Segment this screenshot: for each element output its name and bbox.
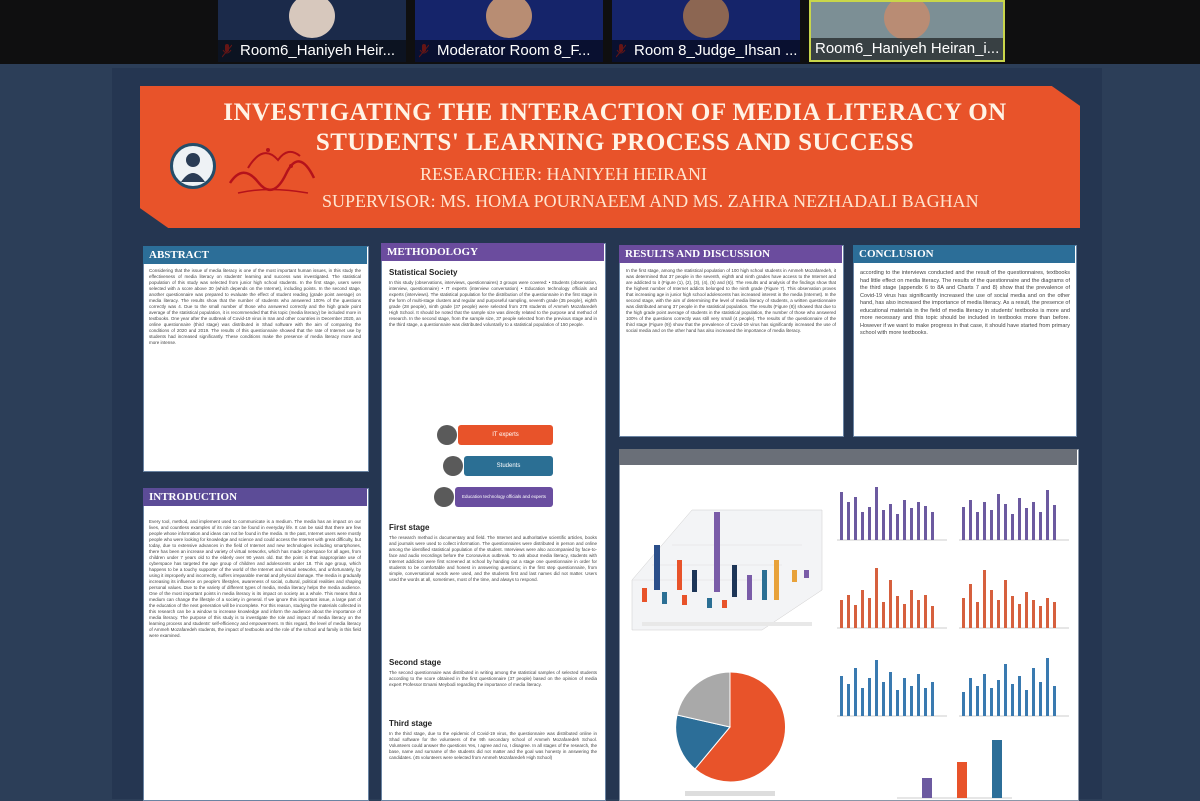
- group-pill-it-experts: IT experts: [458, 425, 553, 445]
- participant-name: Room 8_Judge_Ihsan ...: [612, 40, 800, 62]
- figure-3d-bar-chart: [622, 470, 832, 640]
- mini-chart-orange-1: [837, 568, 947, 628]
- group-photo-icon: [443, 456, 463, 476]
- mini-chart-orange-2: [959, 570, 1069, 628]
- second-stage-text: The second questionnaire was distributed in writing among the statistical samples of selected students according to the score obtained in the first questionnaire (37 people) based on the opinion of media expert Professor Emami Meybodi regarding the importance of media literacy.: [389, 670, 597, 687]
- statistical-society-text: In this study (observations, interviews, questionnaires) 3 groups were covered: • Students (observation, interview, questionnaire) • IT experts (interview conversation) • Education technology officials and experts (interviews). The statistical population for the distribution of the questionnaire in the first stage in the form of multi-stage clusters and regular and purposeful sampling, seventh grade (35 people), eighth grade (28 people), ninth grade (37 people) were selected from 278 students of Ammeh Mozafaredeh High School. It should be noted that the sample size was directly related to the purpose and method of research. In the second stage, from the sample size, 37 people selected from the previous stage and in the third stage, a questionnaire was distributed voluntarily to a statistical population of 150 people.: [389, 280, 597, 327]
- conclusion-text: according to the interviews conducted and the result of the questionnaires, textbooks had little effect on media literacy. The results of the questionnaire and the diagrams of the third stage (appendix 6 to 8A and Charts 7 and 8) show that the prevalence of Covid-19 virus has significantly increased the use of social media and on the other hand, has also increased the importance of media literacy. As a result, the presence of educational materials in the field of media literacy in students' textbooks is more and more necessary and this topic should be included in textbooks more than before. However if we want to make progress in that case, it should have started from primary school with more textbooks.: [860, 270, 1070, 336]
- second-stage-heading: Second stage: [389, 658, 442, 667]
- results-heading: RESULTS AND DISCUSSION: [619, 245, 842, 263]
- first-stage-text: The research method is documentary and field. The Internet and authoritative scientific articles, books and journals were used to collect information. The questionnaires were distributed in person and online among the identified statistical population of the student. Interviews were also accompanied by face-to-face and audio recordings before the Coronavirus outbreak. To ask about media literacy, students with Internet addiction were first screened at school by handing out a stage one questionnaire in order for students to be comfortable and honest in answering questions; in the first step questionnaire, from simple, conversational words were used, and the students first and last names did not matter. Users used the words at all, sometimes, most of the time, and always to respond.: [389, 535, 597, 582]
- introduction-text: Every tool, method, and implement used to communicate is a medium. The media has an impact on our lives, and countless examples of its role can be found in everyday life. It can be said that there are few people whose information and ideas can not be found in the media. In the past, Internet users were mostly people who were looking for knowledge and science and could access the Internet with great difficulty, but today, due to extensive advances in the field of Internet and new technologies including smartphones, there has been an increase and variety of virtual networks, which has made cyberspace for all ages, from children under 7 years old to the elderly over 90 years old. But the point is that inappropriate use of cyberspace has targeted the age group of children and adolescents under 18. This age group, which happens to be a touchy supporter of the world of the Internet and virtual networks, and unfortunately, by using it improperly and incorrectly, suffers irreparable mental and physical damage. The media is gradually increasing its influence on people's lifestyles, awareness of social, cultural, political realities and shaping personal values. Due to the variety of different types of media, media literacy helps the media audience. One of the most important points in media literacy is its impact on society as a whole. This means that a medium can change the lifestyle of a society in general. If we ignore this important issue, a large part of the education of the next generation will be incomplete. For this reason, studying the materials collected in this research can be a window to increase knowledge and inform the audience about the importance of media literacy. The purpose of this study is to investigate the role and impact of media literacy on the learning process and students' self-efficiency and empowerment. In this regard, the level of media literacy of Ammeh Mozafaredeh students, the impact of textbooks and the role of the school and family in this field were examined.: [149, 519, 361, 638]
- third-stage-heading: Third stage: [389, 719, 433, 728]
- participant-video: [884, 0, 930, 40]
- participant-name: Room6_Haniyeh Heiran_i...: [811, 38, 1003, 60]
- mini-chart-purple-2: [959, 490, 1069, 540]
- poster-supervisor: SUPERVISOR: MS. HOMA POURNAEEM AND MS. ZAHRA NEZHADALI BAGHAN: [322, 191, 979, 211]
- mini-chart-blue-2: [959, 658, 1069, 716]
- mini-chart-three-bars: [897, 740, 1012, 798]
- participant-name: Room6_Haniyeh Heir...: [218, 40, 406, 62]
- poster-researcher: RESEARCHER: HANIYEH HEIRANI: [420, 164, 707, 184]
- abstract-text: Considering that the issue of media literacy is one of the most important human issues, in this study the effectiveness of media literacy on students' learning and success was investigated. The statistical population of this study was selected from junior high school students. In the first stage, users were selected with a score above 30 (which depends on the Internet), including points. In the second stage, another questionnaire was prepared to evaluate the effect of student reading (grade point average) on media literacy. The results show that the number of students who answered 100% of the questions correctly was 4. Due to the small number of those who answered correctly and the high grade point average of the statistical population, it is recommended that this topic (media literacy) be included more in textbooks. One year after the outbreak of Covid-19 virus in Iran and other countries in December 2020, an online questionnaire (third stage) was distributed in Shad software with the aim of comparing the conditions of 2020 and 2019. The results of this questionnaire showed that the rate of Internet use by students had increased significantly. These conditions make the presence of media literacy more and more intense.: [149, 268, 361, 345]
- results-text: In the first stage, among the statistical population of 100 high school students in Ammeh Mozafaredeh, it was determined that 37 people in the seventh, eighth and ninth grades have access to the Internet and are addicted to it (Figure (1), (2), (3), (4), (5) and (6)). The results and analysis of the findings show that the highest number of Internet addicts belonged to the ninth grade (Figure 7). This observation proves that increasing age in junior high school adolescents has increased interest in the media (Internet). In the second stage, with the aim of determining the level of media literacy of students, a written questionnaire was distributed among 37 people in the statistical population. The results (Figure (8)) showed that due to the high grade point average of students in the statistical population, the number of those who answered 100% of the questions correctly was still very small (4 people). The results of the questionnaire of the third stage (Figure (9)) show that the prevalence of Covid-19 virus has significantly increased the use of social media and on the other hand has also increased the importance of media literacy.: [626, 268, 836, 333]
- mini-chart-purple-1: [837, 487, 947, 540]
- participant-tile[interactable]: [612, 0, 800, 62]
- methodology-heading: METHODOLOGY: [381, 243, 604, 261]
- poster-title-line-2: STUDENTS' LEARNING PROCESS AND SUCCESS: [315, 129, 915, 156]
- participant-tile[interactable]: [218, 0, 406, 62]
- participant-name: Moderator Room 8_F...: [415, 40, 603, 62]
- poster-title-line-1: INVESTIGATING THE INTERACTION OF MEDIA LITERACY ON: [223, 99, 1007, 126]
- portrait-icon: [173, 146, 213, 186]
- statistical-society-heading: Statistical Society: [389, 268, 458, 277]
- mini-chart-blue-1: [837, 660, 947, 716]
- participant-tile[interactable]: [415, 0, 603, 62]
- calligraphy-logo: [228, 138, 316, 198]
- first-stage-heading: First stage: [389, 523, 430, 532]
- participant-video: [486, 0, 532, 38]
- abstract-heading: ABSTRACT: [143, 246, 367, 264]
- school-logo: [170, 143, 216, 189]
- poster-title: [200, 98, 1030, 158]
- participant-video: [289, 0, 335, 38]
- figure-bar-chart-grid: [832, 472, 1072, 799]
- group-photo-icon: [437, 425, 457, 445]
- conclusion-heading: CONCLUSION: [853, 245, 1075, 263]
- participant-tile-active-speaker[interactable]: [809, 0, 1005, 62]
- figure-pie-chart: [665, 657, 795, 799]
- group-pill-education-officials: Education technology officials and experts: [455, 487, 553, 507]
- figures-header: [619, 449, 1077, 465]
- third-stage-text: In the third stage, due to the epidemic of Covid-19 virus, the questionnaire was distributed online in Shad software for the volunteers of the 9th secondary school of Ammeh Mozafaredeh School. Volunteers could answer the questions Yes, I agree and no, I disagree. In all stages of the research, the base, name and surname of the students did not matter and the goal was honesty in answering the candidates. (45 volunteers were selected from Ammeh Mozafaredeh High School): [389, 731, 597, 760]
- participant-video: [683, 0, 729, 38]
- participant-strip: [0, 0, 1200, 64]
- group-photo-icon: [434, 487, 454, 507]
- group-pill-students: Students: [464, 456, 553, 476]
- introduction-heading: INTRODUCTION: [143, 488, 367, 506]
